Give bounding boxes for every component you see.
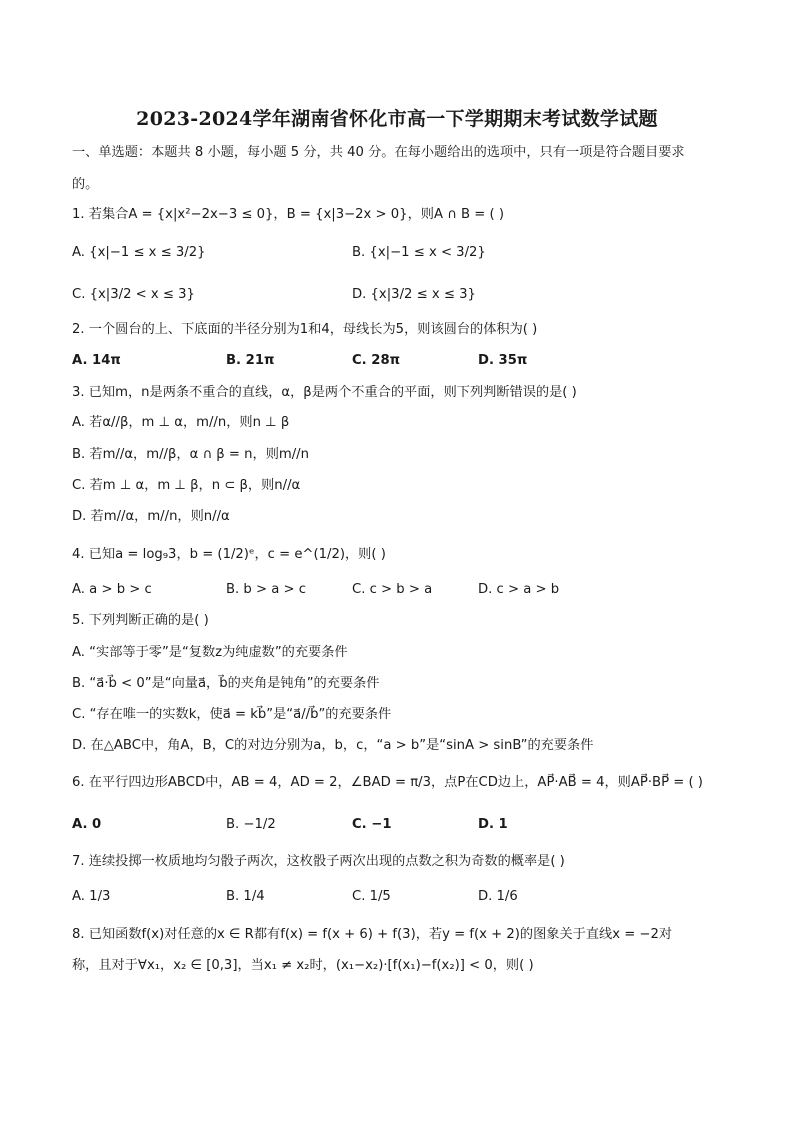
question-6-option-d: D. 1 [478,817,508,832]
question-7-option-b: B. 1/4 [226,889,265,904]
question-2-option-b: B. 21π [226,353,275,368]
page-title: 2023-2024学年湖南省怀化市高一下学期期末考试数学试题 [136,108,658,130]
question-7-stem: 7. 连续投掷一枚质地均匀骰子两次，这枚骰子两次出现的点数之积为奇数的概率是( ) [72,854,565,869]
question-4-option-b: B. b > a > c [226,582,307,597]
question-1-stem: 1. 若集合A = {x|x²−2x−3 ≤ 0}，B = {x|3−2x > 0}，则A ∩ B = ( ) [72,207,504,222]
question-2-option-c: C. 28π [352,353,401,368]
question-5-option-d: D. 在△ABC中，角A，B，C的对边分别为a，b，c，“a > b”是“sinA > sinB”的充要条件 [72,738,594,753]
section-heading-line1: 一、单选题：本题共 8 小题，每小题 5 分，共 40 分。在每小题给出的选项中，只有一项是符合题目要求 [72,145,685,160]
question-5-stem: 5. 下列判断正确的是( ) [72,613,209,628]
question-2-option-d: D. 35π [478,353,528,368]
question-7-option-d: D. 1/6 [478,889,518,904]
question-5-option-c: C. “存在唯一的实数k，使a⃗ = kb⃗”是“a⃗//b⃗”的充要条件 [72,707,392,722]
question-2-option-a: A. 14π [72,353,121,368]
question-4-stem: 4. 已知a = log₉3，b = (1/2)ᵉ，c = e^(1/2)，则( ) [72,547,386,562]
question-3-option-d: D. 若m//α，m//n，则n//α [72,509,230,524]
question-3-option-c: C. 若m ⊥ α，m ⊥ β，n ⊂ β，则n//α [72,478,301,493]
question-6-option-b: B. −1/2 [226,817,276,832]
question-7-option-c: C. 1/5 [352,889,391,904]
question-4-option-a: A. a > b > c [72,582,152,597]
question-1-option-b: B. {x|−1 ≤ x < 3/2} [352,245,486,260]
question-6-stem: 6. 在平行四边形ABCD中，AB = 4，AD = 2，∠BAD = π/3，点P在CD边上，AP⃗·AB⃗ = 4，则AP⃗·BP⃗ = ( ) [72,775,703,790]
question-5-option-b: B. “a⃗·b⃗ < 0”是“向量a⃗，b⃗的夹角是钝角”的充要条件 [72,676,380,691]
question-7-option-a: A. 1/3 [72,889,111,904]
question-3-option-b: B. 若m//α，m//β，α ∩ β = n，则m//n [72,447,309,462]
question-1-option-d: D. {x|3/2 ≤ x ≤ 3} [352,287,476,302]
question-5-option-a: A. “实部等于零”是“复数z为纯虚数”的充要条件 [72,645,348,660]
question-8-stem-line2: 称，且对于∀x₁，x₂ ∈ [0,3]，当x₁ ≠ x₂时，(x₁−x₂)·[f(x₁)−f(x₂)] < 0，则( ) [72,958,534,973]
question-1-option-c: C. {x|3/2 < x ≤ 3} [72,287,195,302]
question-4-option-c: C. c > b > a [352,582,433,597]
question-1-option-a: A. {x|−1 ≤ x ≤ 3/2} [72,245,206,260]
section-heading-line2: 的。 [72,177,99,192]
question-6-option-c: C. −1 [352,817,392,832]
question-3-option-a: A. 若α//β，m ⊥ α，m//n，则n ⊥ β [72,415,290,430]
question-4-option-d: D. c > a > b [478,582,560,597]
question-6-option-a: A. 0 [72,817,102,832]
question-8-stem-line1: 8. 已知函数f(x)对任意的x ∈ R都有f(x) = f(x + 6) + f(3)，若y = f(x + 2)的图象关于直线x = −2对 [72,927,673,942]
question-2-stem: 2. 一个圆台的上、下底面的半径分别为1和4，母线长为5，则该圆台的体积为( ) [72,322,538,337]
question-3-stem: 3. 已知m，n是两条不重合的直线，α，β是两个不重合的平面，则下列判断错误的是( ) [72,385,577,400]
